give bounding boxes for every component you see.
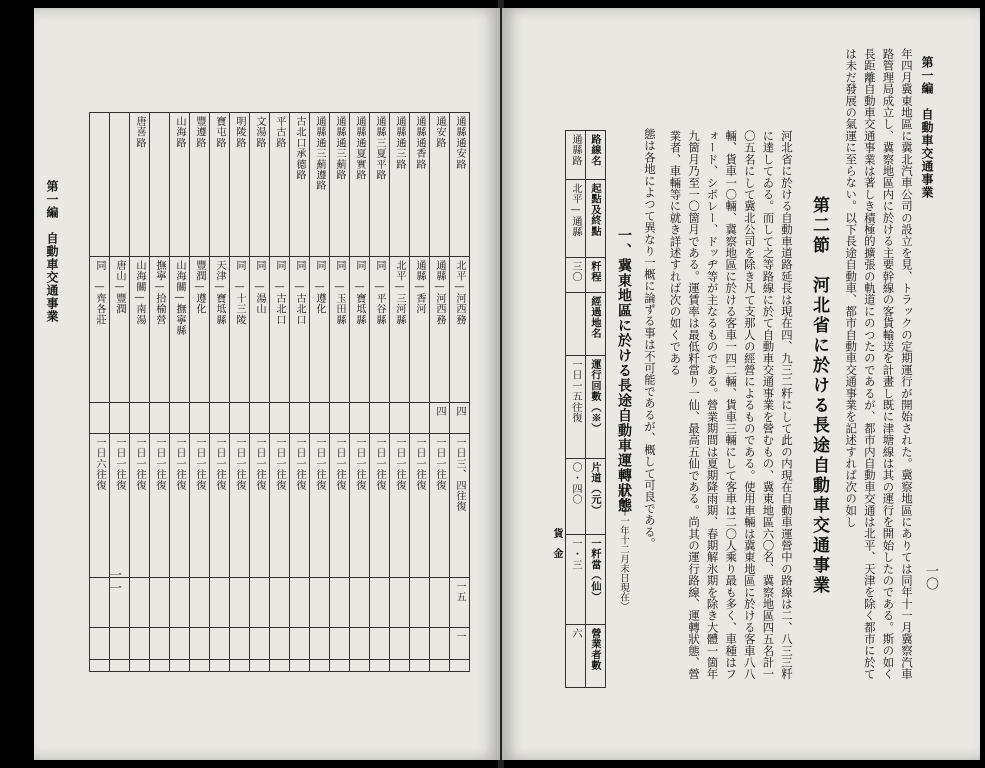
cell-distance [190, 402, 210, 433]
header-via: 經過地名 [586, 293, 606, 356]
table-row [370, 113, 390, 672]
cell-endpoints: 撫寧—拾榆營 [150, 257, 170, 403]
cell-endpoints: 北平—河西務 [450, 257, 470, 403]
cell-fare-per-km: 一・三 [566, 535, 586, 625]
cell-operators [250, 659, 270, 671]
cell-distance [330, 402, 350, 433]
cell-runs: 一日一往復 [330, 434, 350, 578]
cell-runs: 一日一往復 [250, 434, 270, 578]
cell-runs: 一日一往復 [270, 434, 290, 578]
cell-distance: 三〇 [566, 257, 586, 293]
cell-fare-oneway [230, 578, 250, 628]
cell-route-name: 明陵路 [230, 113, 250, 257]
cell-distance [250, 402, 270, 433]
cell-via [566, 293, 586, 356]
cell-operators [370, 659, 390, 671]
cell-endpoints: 通縣—河西務 [430, 257, 450, 403]
cell-distance [110, 402, 130, 433]
cell-fare-per-km [290, 628, 310, 659]
table-row [150, 113, 170, 672]
cell-route-name: 通縣通夏實路 [350, 113, 370, 257]
route-table [565, 130, 606, 688]
page-number-left: 一一 [106, 568, 121, 594]
cell-fare-per-km [310, 628, 330, 659]
cell-endpoints: 同 —古北口 [290, 257, 310, 403]
cell-fare-per-km [190, 628, 210, 659]
cell-operators [230, 659, 250, 671]
cell-route-name: 通縣通三薊路 [330, 113, 350, 257]
cell-operators: 六 [566, 625, 586, 688]
subsection-title: 一、冀東地區に於ける長途自動車運轉狀態 [616, 228, 632, 513]
cell-fare-per-km [350, 628, 370, 659]
cell-runs: 一日三、四往復 [450, 434, 470, 578]
cell-distance [270, 402, 290, 433]
cell-endpoints: 山海關—南湯 [130, 257, 150, 403]
cell-distance [170, 402, 190, 433]
cell-fare-per-km [90, 628, 110, 659]
table-row [290, 113, 310, 672]
cell-endpoints: 北平—三河縣 [390, 257, 410, 403]
route-table-body-right [566, 131, 606, 688]
cell-route-name: 通縣通三路 [390, 113, 410, 257]
table-row [390, 113, 410, 672]
cell-endpoints: 同 —玉田縣 [330, 257, 350, 403]
cell-distance: 四 [430, 402, 450, 433]
cell-fare-oneway [150, 578, 170, 628]
cell-fare-oneway [130, 578, 150, 628]
cell-fare-oneway [90, 578, 110, 628]
cell-fare-oneway [290, 578, 310, 628]
cell-runs: 一日一往復 [390, 434, 410, 578]
table-row [430, 113, 450, 672]
cell-fare-oneway [170, 578, 190, 628]
cell-fare-oneway [350, 578, 370, 628]
cell-endpoints: 同 —古北口 [270, 257, 290, 403]
cell-distance [390, 402, 410, 433]
cell-endpoints: 同 —齊各莊 [90, 257, 110, 403]
cell-operators [150, 659, 170, 671]
cell-operators [190, 659, 210, 671]
cell-fare-oneway [210, 578, 230, 628]
header-operators: 營業者數 [586, 625, 606, 688]
cell-fare-oneway: 一五 [450, 578, 470, 628]
continuation-paragraph: 態は各地によつて異なり一概に論ずる事は不可能であるが、概して可良である。 [643, 128, 657, 550]
cell-distance [230, 402, 250, 433]
cell-operators [110, 659, 130, 671]
intro-paragraph: 年四月冀東地區に冀北汽車公司の設立を見、トラックの定期運行が開始された。冀察地區にありては同年十一月冀察汽車路管理局成立し、冀察地區内に於ける主要幹線の客貨輸送を計畫し既に津塘線は其の運行を開始したのである。斯の如く長距離自動車交通事業は著しき積極的擴張の軌道にのつたのであるが、都市内自動車交通は北平、天津を除く都市に於ては未だ發展の氣運に至らない。以下長途自動車、都市自動車交通事業を記述すれば次の如し [844, 48, 914, 680]
cell-distance [290, 402, 310, 433]
cell-fare-per-km [130, 628, 150, 659]
cell-runs: 一日一往復 [150, 434, 170, 578]
cell-fare-oneway [250, 578, 270, 628]
cell-route-name: 文湯路 [250, 113, 270, 257]
cell-route-name: 唐喜路 [130, 113, 150, 257]
cell-endpoints: 同 —寶坻縣 [350, 257, 370, 403]
cell-route-name: 寶屯路 [210, 113, 230, 257]
cell-route-name: 通縣路 [566, 131, 586, 180]
cell-endpoints: 天津—寶坻縣 [210, 257, 230, 403]
cell-endpoints: 唐山—豐潤 [110, 257, 130, 403]
date-note: （昭和十一年十二月末日現在） [618, 478, 629, 611]
cell-fare-oneway [410, 578, 430, 628]
cell-route-name: 通安路 [430, 113, 450, 257]
table-row [190, 113, 210, 672]
cell-endpoints: 通縣—香河 [410, 257, 430, 403]
header-runs: 運行回數（※） [586, 356, 606, 459]
cell-endpoints: 豐潤—遵化 [190, 257, 210, 403]
cell-operators [390, 659, 410, 671]
cell-runs: 一日一往復 [210, 434, 230, 578]
table-row [130, 113, 150, 672]
table-row [350, 113, 370, 672]
cell-fare-per-km [230, 628, 250, 659]
section-title: 第二節 河北省に於ける長途自動車交通事業 [809, 196, 829, 596]
cell-distance: 四 [450, 402, 470, 433]
running-header-right: 第一編 自動車交通事業 [920, 56, 934, 199]
running-header-left: 第一編 自動車交通事業 [45, 180, 59, 323]
header-route-name: 路線名 [586, 131, 606, 180]
route-table-body [90, 113, 470, 672]
cell-runs: 一日一往復 [290, 434, 310, 578]
cell-runs: 一日一往復 [190, 434, 210, 578]
cell-fare-per-km [330, 628, 350, 659]
cell-route-name: 豐遵路 [190, 113, 210, 257]
table-row [330, 113, 350, 672]
cell-distance [90, 402, 110, 433]
cell-endpoints: 山海關—撫寧縣 [170, 257, 190, 403]
cell-fare-per-km: 一 [450, 628, 470, 659]
cell-route-name: 通縣通安路 [450, 113, 470, 257]
cell-fare-oneway [330, 578, 350, 628]
cell-fare-oneway [310, 578, 330, 628]
cell-route-name: 通縣通三薊遵路 [310, 113, 330, 257]
cell-route-name: 通縣通香路 [410, 113, 430, 257]
header-distance: 粁程 [586, 257, 606, 293]
header-endpoints: 起點及終點 [586, 180, 606, 257]
cell-fare-oneway [430, 578, 450, 628]
cell-fare-per-km [410, 628, 430, 659]
cell-operators [290, 659, 310, 671]
cell-route-name: 平古路 [270, 113, 290, 257]
right-page [502, 8, 980, 760]
cell-fare-per-km [390, 628, 410, 659]
cell-route-name: 山海路 [170, 113, 190, 257]
table-row [410, 113, 430, 672]
table-row [170, 113, 190, 672]
header-fare-oneway: 片道（元） [586, 459, 606, 535]
cell-operators [430, 659, 450, 671]
cell-distance [350, 402, 370, 433]
fare-group-header: 貨 金 [551, 528, 562, 558]
cell-operators [210, 659, 230, 671]
cell-distance [310, 402, 330, 433]
cell-fare-oneway [110, 578, 130, 628]
table-row [230, 113, 250, 672]
cell-route-name: 通縣三夏平路 [370, 113, 390, 257]
cell-distance [370, 402, 390, 433]
table-row [310, 113, 330, 672]
cell-fare-per-km [210, 628, 230, 659]
cell-fare-oneway: 〇・四〇 [566, 459, 586, 535]
cell-runs: 一日六往復 [90, 434, 110, 578]
cell-fare-per-km [170, 628, 190, 659]
cell-fare-per-km [270, 628, 290, 659]
page-number-right: 一〇 [923, 564, 938, 590]
cell-runs: 一日一往復 [430, 434, 450, 578]
cell-fare-per-km [250, 628, 270, 659]
cell-operators [310, 659, 330, 671]
cell-operators [130, 659, 150, 671]
cell-runs: 一日一五往復 [566, 356, 586, 459]
cell-fare-oneway [370, 578, 390, 628]
cell-endpoints: 同 —遵化 [310, 257, 330, 403]
header-fare-per-km: 一粁當（仙） [586, 535, 606, 625]
cell-runs: 一日一往復 [410, 434, 430, 578]
cell-operators [270, 659, 290, 671]
cell-fare-per-km [110, 628, 130, 659]
cell-fare-oneway [270, 578, 290, 628]
cell-fare-per-km [150, 628, 170, 659]
cell-distance [150, 402, 170, 433]
cell-runs: 一日一往復 [310, 434, 330, 578]
cell-operators [450, 659, 470, 671]
cell-route-name: 古北口承德路 [290, 113, 310, 257]
table-row [250, 113, 270, 672]
cell-endpoints: 同 —湯山 [250, 257, 270, 403]
cell-runs: 一日一往復 [230, 434, 250, 578]
cell-runs: 一日一往復 [110, 434, 130, 578]
cell-runs: 一日一往復 [370, 434, 390, 578]
cell-fare-per-km [430, 628, 450, 659]
route-table-continued [89, 112, 470, 672]
table-row [450, 113, 470, 672]
cell-runs: 一日一往復 [130, 434, 150, 578]
table-header-row [586, 131, 606, 688]
cell-distance [130, 402, 150, 433]
table-row [90, 113, 110, 672]
body-paragraph: 河北省に於ける自動車道路延長は現在四、九三二粁にして此の内現在自動車運營中の路線は二、八三三粁に達してゐる。而して之等路線に於て自動車交通事業を營むもの、冀東地區六〇名、冀察地區四五名計一〇五名にして冀北公司を除き凡て支那人の經營によるものである。使用車輛は冀東地區に於ける客車八八輛、貨車一〇輛、冀察地區に於ける客車一四二輛、貨車三輛にして客車は二〇人乘り最も多く、車種はフォード、シボレー、ドッヂ等が主なるものである。營業期間は夏期降雨期、春期解氷期を除き大體一箇年九箇月乃至一〇箇月である。運賃率は最低粁當り一仙、最高五仙である。尚其の運行路線、運轉狀態、營業者、車輛等に就き詳述すれば次の如くである [668, 130, 794, 680]
cell-operators [170, 659, 190, 671]
cell-operators [90, 659, 110, 671]
cell-route-name [90, 113, 110, 257]
table-row [270, 113, 290, 672]
cell-distance [210, 402, 230, 433]
cell-fare-oneway [390, 578, 410, 628]
cell-endpoints: 北平—通縣 [566, 180, 586, 257]
cell-route-name [110, 113, 130, 257]
cell-distance [410, 402, 430, 433]
cell-route-name [150, 113, 170, 257]
table-row [110, 113, 130, 672]
cell-fare-oneway [190, 578, 210, 628]
table-row [566, 131, 586, 688]
cell-operators [350, 659, 370, 671]
left-page [34, 8, 500, 760]
table-row [210, 113, 230, 672]
cell-runs: 一日一往復 [170, 434, 190, 578]
cell-endpoints: 同 —平谷縣 [370, 257, 390, 403]
cell-runs: 一日一往復 [350, 434, 370, 578]
cell-endpoints: 同 —十三陵 [230, 257, 250, 403]
cell-operators [410, 659, 430, 671]
cell-operators [330, 659, 350, 671]
cell-fare-per-km [370, 628, 390, 659]
